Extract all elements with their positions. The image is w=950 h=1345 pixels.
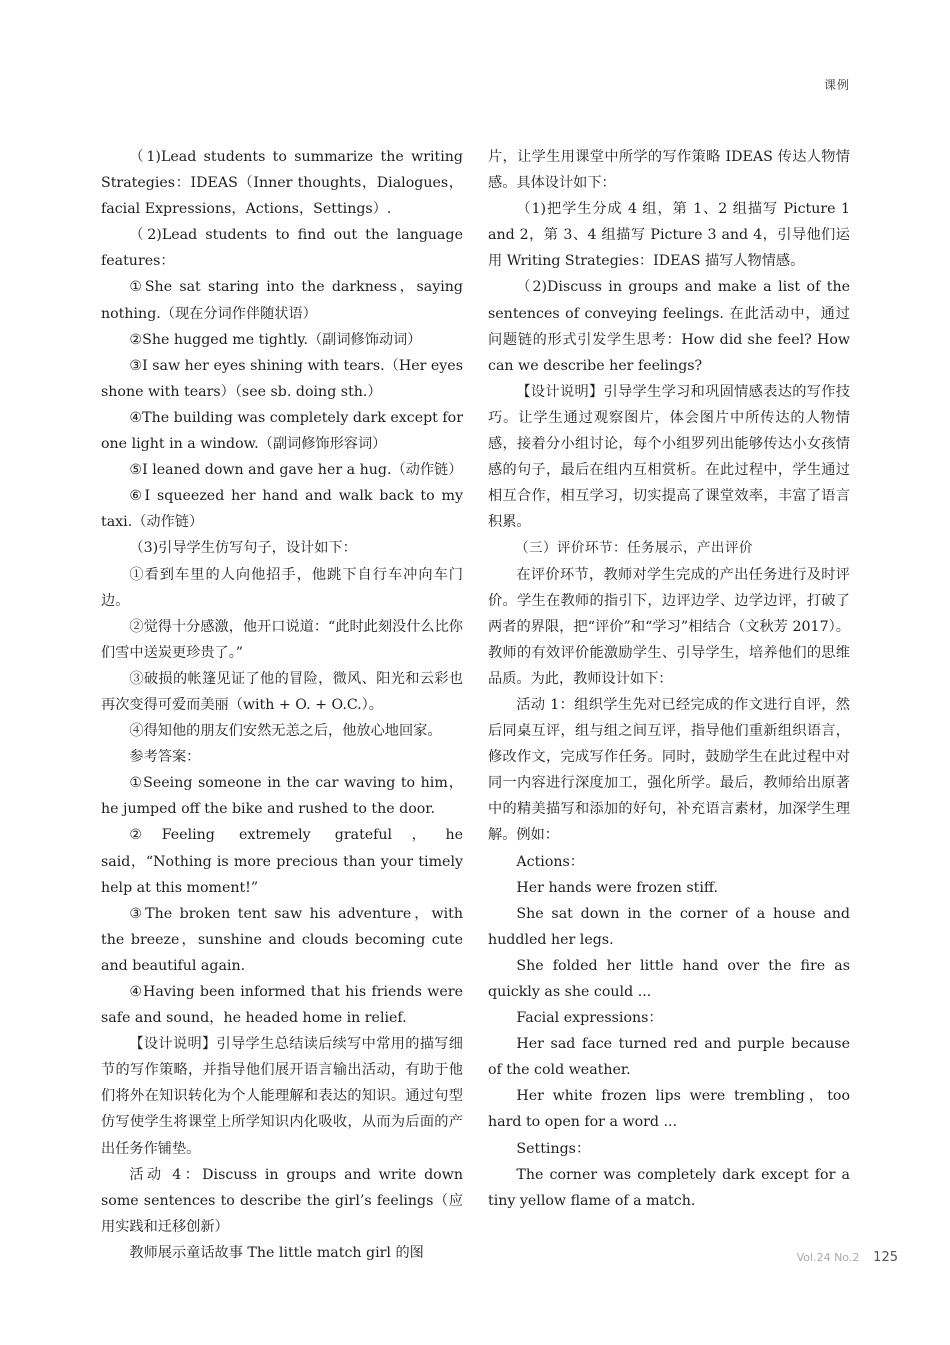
design-note-paragraph: 【设计说明】引导学生学习和巩固情感表达的写作技巧。让学生通过观察图片，体会图片中所传达的人物情感，接着分小组讨论，每个小组罗列出能够传达小女孩情感的句子，最后在组内互相赏析。在此过程中，学生通过相互合作，相互学习，切实提高了课堂效率，丰富了语言积累。	[488, 383, 850, 531]
paragraph: ①She sat staring into the darkness，saying nothing.（现在分词作伴随状语）	[101, 279, 463, 322]
paragraph: ⑤I leaned down and gave her a hug.（动作链）	[129, 462, 463, 479]
example-label: Settings：	[516, 1140, 591, 1157]
volume-label: Vol.24 No.2	[796, 1251, 860, 1264]
paragraph: （2)Discuss in groups and make a list of the sentences of conveying feelings. 在此活动中，通过问题链的形式引发学生思考：How did she feel? How can we describe her feelings?	[488, 279, 850, 374]
paragraph: 在评价环节，教师对学生完成的产出任务进行及时评价。学生在教师的指引下，边评边学、边学边评，打破了两者的界限，把“评价”和“学习”相结合（文秋芳 2017）。教师的有效评价能激励学生、引导学生，培养他们的思维品质。为此，教师设计如下：	[488, 566, 850, 687]
paragraph: ④Having been informed that his friends were safe and sound，he headed home in relief.	[101, 984, 463, 1027]
paragraph: （1)Lead students to summarize the writing Strategies：IDEAS（Inner thoughts，Dialogues，facial Expressions，Actions，Settings）.	[101, 149, 463, 218]
example-sentence: The corner was completely dark except for a tiny yellow flame of a match.	[488, 1166, 850, 1209]
paragraph: 参考答案：	[129, 749, 201, 766]
paragraph: ③The broken tent saw his adventure，with the breeze，sunshine and clouds becoming cute and beautiful again.	[101, 905, 463, 974]
left-column	[101, 144, 463, 1266]
paragraph: ④The building was completely dark except for one light in a window.（副词修饰形容词）	[101, 409, 463, 453]
paragraph: ⑥I squeezed her hand and walk back to my taxi.（动作链）	[101, 488, 463, 531]
paragraph: ②She hugged me tightly.（副词修饰动词）	[129, 331, 422, 348]
paragraph: （1)把学生分成 4 组，第 1、2 组描写 Picture 1 and 2，第 3、4 组描写 Picture 3 and 4，引导他们运用 Writing Strategies：IDEAS 描写人物情感。	[488, 201, 850, 270]
example-sentence: Her sad face turned red and purple because of the cold weather.	[488, 1036, 850, 1079]
section-heading: （三）评价环节：任务展示，产出评价	[515, 540, 753, 557]
paragraph: 片，让学生用课堂中所学的写作策略 IDEAS 传达人物情感。具体设计如下：	[488, 149, 850, 192]
example-label: Actions：	[516, 853, 584, 870]
paragraph: ④得知他的朋友们安然无恙之后，他放心地回家。	[129, 723, 442, 740]
paragraph: ②觉得十分感激，他开口说道：“此时此刻没什么比你们雪中送炭更珍贵了。”	[101, 618, 463, 661]
paragraph: ③I saw her eyes shining with tears.（Her eyes shone with tears）（see sb. doing sth.）	[101, 357, 463, 400]
example-sentence: Her white frozen lips were trembling，too hard to open for a word ...	[488, 1088, 850, 1131]
paragraph: ①看到车里的人向他招手，他跳下自行车冲向车门边。	[101, 566, 463, 609]
activity-heading: 活动 4：Discuss in groups and write down some sentences to describe the girl’s feelings（应用实践和迁移创新）	[101, 1166, 463, 1235]
right-column	[488, 144, 850, 1214]
paragraph: 教师展示童话故事 The little match girl 的图	[129, 1244, 424, 1261]
section-tag: 课例	[823, 78, 850, 92]
paragraph: 活动 1：组织学生先对已经完成的作文进行自评，然后同桌互评，组与组之间互评，指导他们重新组织语言，修改作文，完成写作任务。同时，鼓励学生在此过程中对同一内容进行深度加工，强化所学。最后，教师给出原著中的精美描写和添加的好句，补充语言素材，加深学生理解。例如：	[488, 696, 850, 844]
example-sentence: She sat down in the corner of a house and huddled her legs.	[488, 905, 850, 948]
paragraph: ③破损的帐篷见证了他的冒险，微风、阳光和云彩也再次变得可爱而美丽（with + O. + O.C.）。	[101, 670, 463, 713]
paragraph: （2)Lead students to find out the language features：	[101, 227, 463, 270]
paragraph: ①Seeing someone in the car waving to him，he jumped off the bike and rushed to the door.	[101, 775, 463, 818]
paragraph: ②Feeling extremely grateful，he said，“Nothing is more precious than your timely help at this moment!”	[101, 827, 463, 896]
page-footer	[797, 1250, 898, 1265]
example-sentence: Her hands were frozen stiff.	[516, 879, 718, 896]
page-number: 125	[873, 1250, 898, 1265]
example-label: Facial expressions：	[516, 1010, 663, 1027]
paragraph: （3)引导学生仿写句子，设计如下：	[129, 540, 357, 557]
example-sentence: She folded her little hand over the fire as quickly as she could ...	[488, 957, 850, 1000]
design-note-paragraph: 【设计说明】引导学生总结读后续写中常用的描写细节的写作策略，并指导他们展开语言输出活动，有助于他们将外在知识转化为个人能理解和表达的知识。通过句型仿写使学生将课堂上所学知识内化吸收，从而为后面的产出任务作铺垫。	[101, 1036, 463, 1157]
